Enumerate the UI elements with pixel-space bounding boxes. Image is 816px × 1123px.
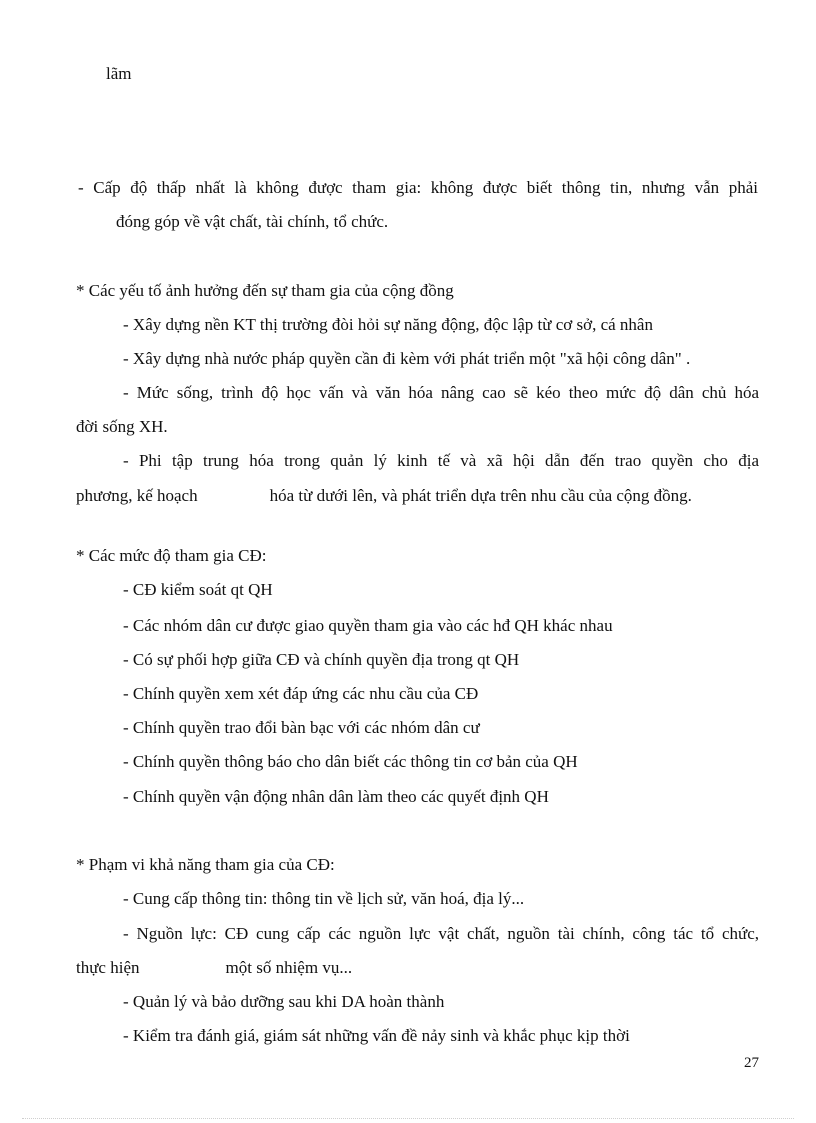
page-number: 27: [744, 1055, 759, 1071]
factors-item-4-line1: - Phi tập trung hóa trong quản lý kinh tế và xã hội dẫn đến trao quyền cho địa: [123, 451, 759, 470]
scope-item-2-line2-part-b: một số nhiệm vụ...: [225, 958, 353, 977]
factors-item-1: - Xây dựng nền KT thị trường đòi hỏi sự năng động, độc lập từ cơ sở, cá nhân: [123, 315, 653, 334]
top-fragment: lãm: [106, 64, 132, 83]
levels-item-3: - Có sự phối hợp giữa CĐ và chính quyền địa trong qt QH: [123, 650, 520, 669]
levels-item-4: - Chính quyền xem xét đáp ứng các nhu cầu của CĐ: [123, 684, 479, 703]
lowest-level-line2: đóng góp về vật chất, tài chính, tổ chức.: [116, 212, 389, 231]
factors-heading: * Các yếu tố ảnh hưởng đến sự tham gia của cộng đồng: [76, 281, 454, 300]
factors-item-4-line2-part-b: hóa từ dưới lên, và phát triển dựa trên nhu cầu của cộng đồng.: [269, 486, 692, 505]
factors-item-2: - Xây dựng nhà nước pháp quyền cần đi kèm với phát triển một "xã hội công dân" .: [123, 349, 691, 368]
scope-heading: * Phạm vi khả năng tham gia của CĐ:: [76, 855, 335, 874]
scope-item-2-line1: - Nguồn lực: CĐ cung cấp các nguồn lực vật chất, nguồn tài chính, công tác tổ chức,: [123, 924, 759, 943]
scope-item-1: - Cung cấp thông tin: thông tin về lịch sử, văn hoá, địa lý...: [123, 889, 525, 908]
scope-item-2-line2-part-a: thực hiện: [76, 958, 140, 977]
factors-item-3-line2: đời sống XH.: [76, 417, 168, 436]
levels-item-2: - Các nhóm dân cư được giao quyền tham gia vào các hđ QH khác nhau: [123, 616, 613, 635]
scope-item-2-line2: [76, 958, 352, 978]
levels-item-7: - Chính quyền vận động nhân dân làm theo các quyết định QH: [123, 787, 549, 806]
factors-item-3-line1: - Mức sống, trình độ học vấn và văn hóa nâng cao sẽ kéo theo mức độ dân chủ hóa: [123, 383, 759, 402]
levels-item-5: - Chính quyền trao đổi bàn bạc với các nhóm dân cư: [123, 718, 480, 737]
page-bottom-divider: [22, 1118, 794, 1119]
levels-item-6: - Chính quyền thông báo cho dân biết các thông tin cơ bản của QH: [123, 752, 578, 771]
lowest-level-line1: - Cấp độ thấp nhất là không được tham gia: không được biết thông tin, nhưng vẫn phải: [78, 178, 758, 197]
scope-item-4: - Kiểm tra đánh giá, giám sát những vấn đề nảy sinh và khắc phục kịp thời: [123, 1026, 630, 1045]
levels-item-1: - CĐ kiểm soát qt QH: [123, 580, 273, 599]
factors-item-4-line2-part-a: phương, kế hoạch: [76, 486, 198, 505]
scope-item-3: - Quản lý và bảo dưỡng sau khi DA hoàn thành: [123, 992, 445, 1011]
factors-item-4-line2: [76, 486, 692, 506]
levels-heading: * Các mức độ tham gia CĐ:: [76, 546, 267, 565]
